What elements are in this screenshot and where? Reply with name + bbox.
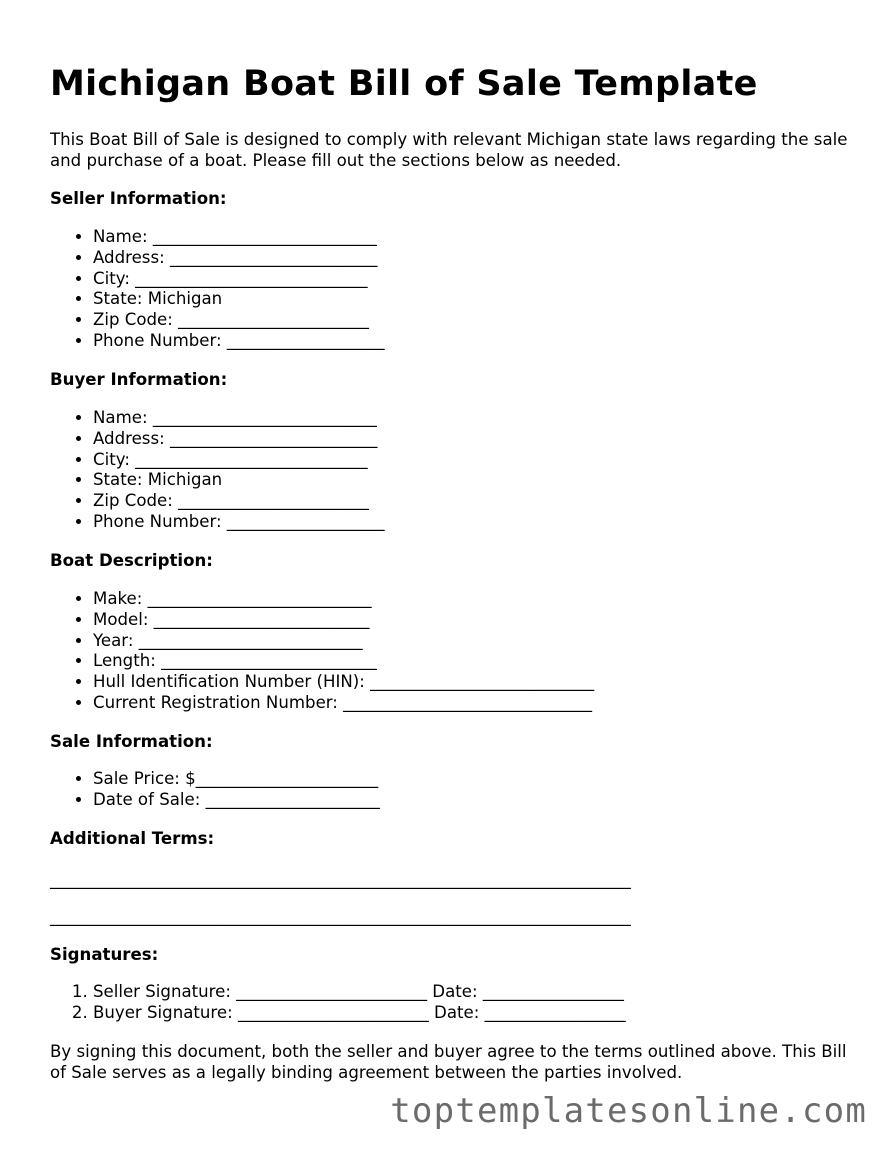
boat-model-field: • Model: __________________________ — [93, 610, 594, 631]
page-title: Michigan Boat Bill of Sale Template — [50, 64, 758, 104]
signatures-heading: Signatures: — [50, 945, 159, 964]
sale-date-field: • Date of Sale: _____________________ — [93, 790, 380, 811]
boat-make-field: • Make: ___________________________ — [93, 589, 594, 610]
sale-field-list — [50, 769, 380, 811]
boat-year-field: • Year: ___________________________ — [93, 631, 594, 652]
signature-list — [50, 982, 626, 1024]
boat-heading: Boat Description: — [50, 551, 213, 570]
seller-signature-field: 1. Seller Signature: _______________________ Date: _________________ — [93, 982, 626, 1003]
seller-phone-field: • Phone Number: ___________________ — [93, 331, 385, 352]
sale-price-field: • Sale Price: $______________________ — [93, 769, 380, 790]
seller-field-list — [50, 227, 385, 352]
seller-zip-field: • Zip Code: _______________________ — [93, 310, 385, 331]
watermark-text: toptemplatesonline.com — [390, 1091, 867, 1131]
seller-heading: Seller Information: — [50, 189, 227, 208]
seller-address-field: • Address: _________________________ — [93, 248, 385, 269]
intro-paragraph: This Boat Bill of Sale is designed to comply with relevant Michigan state laws regarding the sale and purchase of a boat. Please fill out the sections below as needed. — [50, 130, 848, 170]
terms-line: ______________________________________________________________________ — [50, 907, 631, 926]
buyer-name-field: • Name: ___________________________ — [93, 408, 385, 429]
seller-city-field: • City: ____________________________ — [93, 269, 385, 290]
buyer-zip-field: • Zip Code: _______________________ — [93, 491, 385, 512]
terms-heading: Additional Terms: — [50, 829, 215, 848]
sale-heading: Sale Information: — [50, 732, 213, 751]
buyer-signature-field: 2. Buyer Signature: _______________________ Date: _________________ — [93, 1003, 626, 1024]
buyer-field-list — [50, 408, 385, 533]
buyer-heading: Buyer Information: — [50, 370, 228, 389]
boat-length-field: • Length: __________________________ — [93, 651, 594, 672]
seller-name-field: • Name: ___________________________ — [93, 227, 385, 248]
boat-hin-field: • Hull Identification Number (HIN): ___________________________ — [93, 672, 594, 693]
buyer-state-field: • State: Michigan — [93, 470, 385, 491]
buyer-city-field: • City: ____________________________ — [93, 450, 385, 471]
seller-state-field: • State: Michigan — [93, 289, 385, 310]
closing-paragraph: By signing this document, both the seller and buyer agree to the terms outlined above. This Bill of Sale serves as a legally binding agreement between the parties involved. — [50, 1042, 847, 1082]
boat-field-list — [50, 589, 594, 714]
boat-registration-field: • Current Registration Number: ______________________________ — [93, 693, 594, 714]
buyer-address-field: • Address: _________________________ — [93, 429, 385, 450]
terms-line: ______________________________________________________________________ — [50, 870, 631, 889]
buyer-phone-field: • Phone Number: ___________________ — [93, 512, 385, 533]
